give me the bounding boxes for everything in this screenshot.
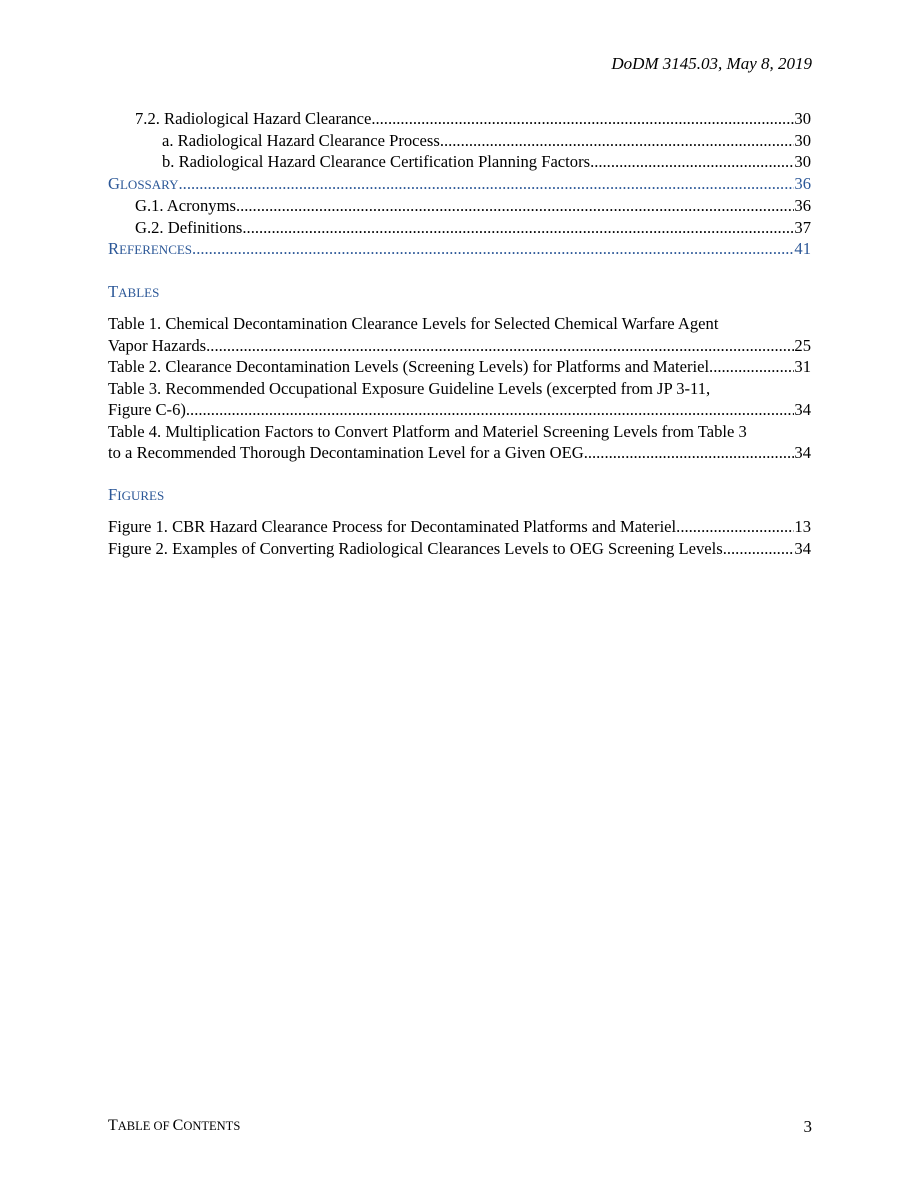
figure-entry-page: 13: [794, 517, 811, 536]
tables-heading: TABLES: [108, 281, 160, 301]
toc-entry-title: a. Radiological Hazard Clearance Process: [162, 130, 440, 150]
figure-list-item[interactable]: [108, 538, 811, 560]
table-entry-title: Table 2. Clearance Decontamination Levels (Screening Levels) for Platforms and Materiel.: [108, 357, 714, 376]
dot-leader: [192, 238, 794, 260]
dot-leader: [371, 108, 794, 130]
dot-leader: [723, 538, 795, 560]
toc-entry[interactable]: [108, 217, 811, 239]
toc-entry-page: 30: [794, 130, 811, 150]
dot-leader: [247, 217, 795, 239]
dot-leader: [676, 516, 794, 538]
table-entry-title: Table 4. Multiplication Factors to Convert Platform and Materiel Screening Levels from Table 3: [108, 421, 747, 441]
page-header: DoDM 3145.03, May 8, 2019: [611, 54, 812, 73]
toc-references-link[interactable]: [108, 238, 811, 261]
dot-leader: [588, 442, 795, 464]
toc-entry[interactable]: [108, 108, 811, 130]
figure-entry-title: Figure 2. Examples of Converting Radiological Clearances Levels to OEG Screening Levels: [108, 538, 723, 558]
toc-entry-page: 30: [794, 109, 811, 128]
table-entry-page: 25: [794, 335, 811, 355]
toc-glossary-link[interactable]: [108, 173, 811, 196]
table-list-item[interactable]: [108, 356, 811, 378]
figure-entry-page: 34: [794, 538, 811, 558]
table-entry-title-cont: to a Recommended Thorough Decontamination Level for a Given OEG.: [108, 443, 588, 462]
toc-entry-page: 41: [794, 239, 811, 258]
toc-entry-title: GLOSSARY: [108, 173, 179, 193]
dot-leader: [210, 335, 794, 357]
figure-entry-title: Figure 1. CBR Hazard Clearance Process for Decontaminated Platforms and Materiel: [108, 517, 677, 536]
dot-leader: [594, 151, 794, 173]
footer-section-title: TABLE OF CONTENTS: [108, 1117, 241, 1134]
table-of-contents: [108, 108, 811, 559]
toc-entry-page: 30: [794, 152, 811, 171]
table-entry-title-cont: Vapor Hazards.: [108, 335, 211, 355]
table-list-item[interactable]: [108, 378, 811, 421]
table-entry-title: Table 3. Recommended Occupational Exposure Guideline Levels (excerpted from JP 3-11,: [108, 378, 711, 398]
toc-entry[interactable]: [108, 130, 811, 152]
toc-entry-title: G.1. Acronyms.: [135, 196, 241, 215]
table-list-item[interactable]: [108, 313, 811, 356]
dot-leader: [190, 399, 794, 421]
page-number: 3: [803, 1117, 812, 1136]
toc-entry-title: 7.2. Radiological Hazard Clearance: [135, 109, 372, 128]
dot-leader: [440, 130, 795, 152]
dot-leader: [179, 173, 795, 195]
figure-list-item[interactable]: [108, 516, 811, 538]
toc-entry-page: 36: [794, 196, 811, 215]
table-entry-title: Table 1. Chemical Decontamination Clearance Levels for Selected Chemical Warfare Agent: [108, 314, 719, 333]
table-list-item[interactable]: [108, 421, 811, 464]
toc-entry[interactable]: [108, 195, 811, 217]
table-entry-page: 31: [794, 357, 811, 376]
dot-leader: [240, 195, 794, 217]
toc-entry-page: 36: [794, 173, 811, 193]
toc-entry-title: REFERENCES: [108, 239, 193, 258]
figures-heading: FIGURES: [108, 484, 165, 504]
table-entry-page: 34: [794, 443, 811, 462]
dot-leader: [713, 356, 794, 378]
toc-entry-page: 37: [794, 217, 811, 237]
table-entry-title-cont: Figure C-6).: [108, 400, 191, 419]
toc-entry[interactable]: [108, 151, 811, 173]
toc-entry-title: G.2. Definitions.: [135, 217, 247, 237]
toc-entry-title: b. Radiological Hazard Clearance Certification Planning Factors.: [162, 152, 595, 171]
table-entry-page: 34: [794, 400, 811, 419]
